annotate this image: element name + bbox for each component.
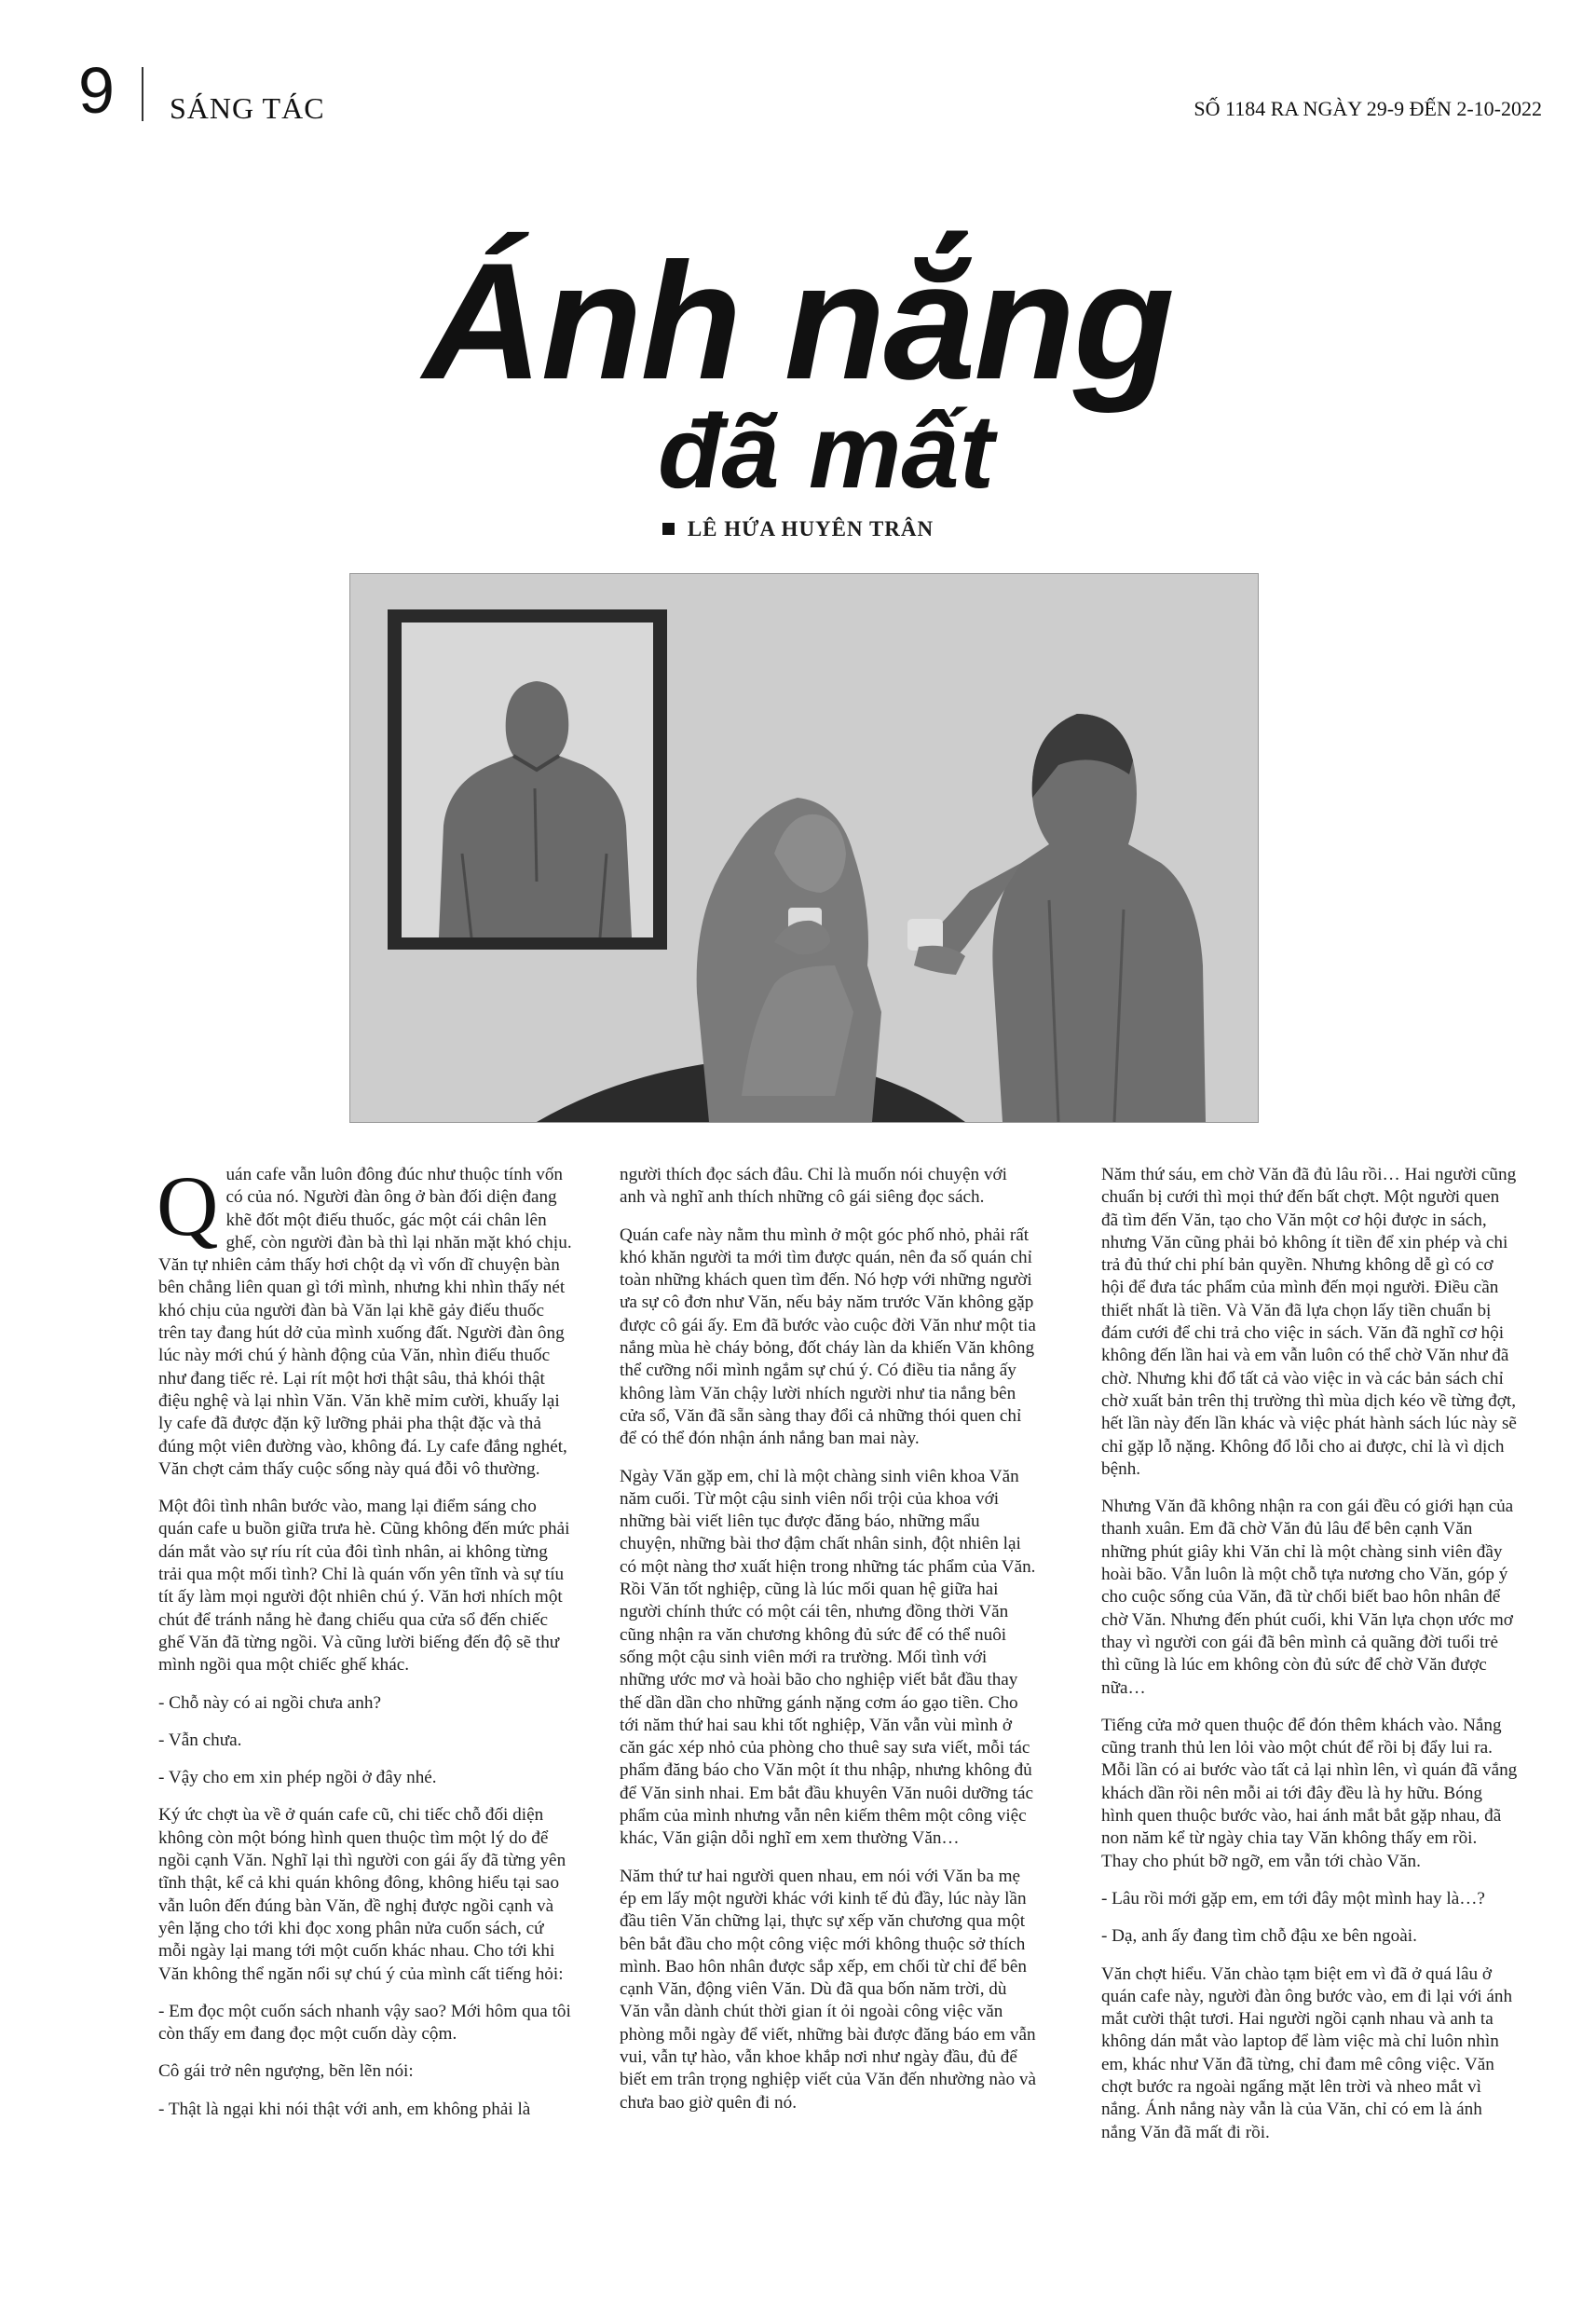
paragraph: Ngày Văn gặp em, chỉ là một chàng sinh viên khoa Văn năm cuối. Từ một cậu sinh viên nổi trội của khoa với những bài viết liên tục được đăng báo, những mẩu chuyện, những bài thơ đậm chất nhân sinh, đột nhiên lại có một nàng thơ xuất hiện trong những tác phẩm của Văn. Rồi Văn tốt nghiệp, cũng là lúc mối quan hệ giữa hai người chính thức có một cái tên, nhưng đồng thời Văn cũng nhận ra văn chương không đủ sức để có thể nuôi sống một cậu sinh viên mới ra trường. Mối tình với những ước mơ và hoài bão cho nghiệp viết bắt đầu thay thế dần dần cho những gánh nặng cơm áo gạo tiền. Cho tới năm thứ hai sau khi tốt nghiệp, Văn vẫn vùi mình ở căn gác xép nhỏ của phòng cho thuê say sưa viết, mỗi tác phẩm đăng báo cho Văn một ít thu nhập, nhưng không đủ để Văn sinh nhai. Em bắt đầu khuyên Văn nuôi dưỡng tác phẩm của mình nhưng vẫn nên kiếm thêm một công việc khác, Văn giận dỗi nghĩ em xem thường Văn… <box>620 1466 1036 1849</box>
dialogue-line: - Dạ, anh ấy đang tìm chỗ đậu xe bên ngoài. <box>1101 1926 1417 1947</box>
dialogue-line: - Vậy cho em xin phép ngồi ở đây nhé. <box>158 1768 437 1788</box>
page-header <box>0 0 1596 149</box>
header-divider <box>142 67 143 121</box>
title-line-1: Ánh nắng <box>423 228 1173 414</box>
paragraph: Nhưng Văn đã không nhận ra con gái đều có giới hạn của thanh xuân. Em đã chờ Văn đủ lâu để bên cạnh Văn những phút giây khi Văn chỉ là một chàng sinh viên đầy hoài bão. Vẫn luôn là một chỗ tựa nương cho Văn, góp ý cho cuộc sống của Văn, đã từ chối biết bao hôn nhân để chờ Văn. Nhưng đến phút cuối, khi Văn lựa chọn ước mơ thay vì người con gái đã bên mình cả quãng đời tuổi trẻ thì cũng là lúc em không còn đủ sức để chờ Văn được nữa… <box>1101 1497 1514 1698</box>
paragraph: Năm thứ sáu, em chờ Văn đã đủ lâu rồi… Hai người cũng chuẩn bị cưới thì mọi thứ đến bất chợt. Một người quen đã tìm đến Văn, tạo cho Văn một cơ hội được in sách, nhưng Văn cũng phải bỏ không ít tiền để xin phép và chi trả đủ thứ chi phí bản quyền. Nhưng không dễ gì có cơ hội để đưa tác phẩm của mình đến mọi người. Điều cần thiết nhất là tiền. Và Văn đã lựa chọn lấy tiền chuẩn bị đám cưới để chi trả cho việc in sách. Văn đã nghĩ cơ hội không đến lần hai và em vẫn luôn có thể chờ Văn như đã chờ. Nhưng khi đổ tất cả vào việc in và các bản sách chỉ chờ xuất bản trên thị trường thì mùa dịch kéo về từng đợt, hết lần này đến lần khác và việc phát hành sách lúc này sẽ chỉ gặp lỗ nặng. Không đổ lỗi cho ai được, chỉ là vì dịch bệnh. <box>1101 1165 1517 1479</box>
dialogue-line: - Lâu rồi mới gặp em, em tới đây một mình hay là…? <box>1101 1888 1485 1908</box>
title-line-2: đã mất <box>658 393 994 510</box>
dialogue-line: - Thật là ngại khi nói thật với anh, em không phải là <box>158 2099 531 2119</box>
paragraph: Văn chợt hiểu. Văn chào tạm biệt em vì đã ở quá lâu ở quán cafe này, người đàn ông bước vào, em đi lại với ánh mắt cười thật tươi. Hai người ngồi cạnh nhau và anh ta không dán mắt vào laptop để làm việc mà chỉ luôn nhìn em, khác như Văn đã từng, chỉ đam mê công việc. Văn chợt bước ra ngoài ngẩng mặt lên trời và nheo mắt vì nắng. Ánh nắng này vẫn là của Văn, chỉ có em là ánh nắng Văn đã mất đi rồi. <box>1101 1963 1513 2142</box>
column-3 <box>1101 1164 1518 2159</box>
paragraph: Năm thứ tư hai người quen nhau, em nói với Văn ba mẹ ép em lấy một người khác với kinh tế đủ đầy, lúc này lần đầu tiên Văn chững lại, thực sự xếp văn chương qua một bên bắt đầu cho một công việc mới không thuộc sở thích mình. Bao hôn nhân được sắp xếp, em chối từ chỉ để bên cạnh Văn, động viên Văn. Dù đã qua bốn năm trời, dù Văn vẫn dành chút thời gian ít ỏi ngoài công việc văn phòng mỗi ngày để viết, những bài được đăng báo em vẫn vui, vẫn tự hào, vẫn khoe khắp nơi như ngày đầu, đủ để biết em trân trọng nghiệp viết của Văn đến nhường nào và chưa bao giờ quên đi nó. <box>620 1866 1036 2113</box>
page-number: 9 <box>78 54 115 127</box>
dialogue-line: - Vẫn chưa. <box>158 1730 242 1750</box>
drop-cap: Q <box>157 1158 219 1253</box>
paragraph: Quán cafe vẫn luôn đông đúc như thuộc tính vốn có của nó. Người đàn ông ở bàn đối diện đang khẽ đốt một điếu thuốc, gác một cái chân lên ghế, còn người đàn bà thì lại nhăn mặt khó chịu. Văn tự nhiên cảm thấy hơi chột dạ vì vốn dĩ chuyện bàn bên chẳng liên quan gì tới mình, nhưng khi nhìn thấy nét khó chịu của người đàn bà Văn lại khẽ gảy điếu thuốc trên tay đang hút dở của mình xuống đất. Người đàn ông lúc này mới chú ý hành động của Văn, nhìn điếu thuốc như đang tiếc rẻ. Lại rít một hơi thật sâu, thả khói thật điệu nghệ và lại nhìn Văn. Văn khẽ mỉm cười, khuấy lại ly cafe đã được đặn kỹ lưỡng phải pha thật đặc và thả đúng một viên đường vào, không đá. Ly cafe đắng nghét, Văn chợt cảm thấy cuộc sống này quá đỗi vô thường. <box>157 1158 572 1479</box>
paragraph: Cô gái trở nên ngượng, bẽn lẽn nói: <box>158 2061 414 2082</box>
dialogue-line: - Chỗ này có ai ngồi chưa anh? <box>158 1692 381 1713</box>
mirror-frame <box>388 609 667 950</box>
column-2 <box>620 1164 1036 2129</box>
paragraph: Ký ức chợt ùa về ở quán cafe cũ, chi tiếc chỗ đối diện không còn một bóng hình quen thuộc tìm một lý do để ngồi cạnh Văn. Nghĩ lại thì người con gái ấy đã từng yên tĩnh thật, kể cả khi quán không đông, không hiểu tại sao vẫn luôn đến đúng bàn Văn, đề nghị được ngồi cạnh và yên lặng cho tới khi đọc xong phân nửa cuốn sách, cứ mỗi ngày lại mang tới một cuốn khác nhau. Cho tới khi Văn không thể ngăn nổi sự chú ý của mình cất tiếng hỏi: <box>158 1805 566 1984</box>
article-illustration <box>349 573 1259 1123</box>
article-title <box>0 228 1596 510</box>
column-1 <box>157 1158 575 2136</box>
author-name: LÊ HỨA HUYÊN TRÂN <box>687 517 934 540</box>
byline <box>0 517 1596 541</box>
section-name: SÁNG TÁC <box>170 91 325 125</box>
paragraph: Một đôi tình nhân bước vào, mang lại điểm sáng cho quán cafe u buồn giữa trưa hè. Cũng không đến mức phải dán mắt vào sự ríu rít của đôi tình nhân, ai không từng trải qua một mối tình? Chỉ là quán vốn yên tĩnh và sự tíu tít ấy làm mọi người đột nhiên chú ý. Văn hơi nhích một chút để tránh nắng hè đang chiếu qua cửa sổ đến chiếc ghế Văn đã từng ngồi. Và cũng lười biếng đến độ sẽ thư mình ngồi qua một chiếc ghế khác. <box>158 1497 570 1676</box>
paragraph: Tiếng cửa mở quen thuộc để đón thêm khách vào. Nắng cũng tranh thủ len lỏi vào một chút để rồi bị đẩy lui ra. Mỗi lần có ai bước vào tất cả lại nhìn lên, vì quán đã vắng khách dần rồi nên mỗi ai tới đây đều là hy hữu. Bóng hình quen thuộc bước vào, hai ánh mắt bắt gặp nhau, đã non năm kể từ ngày chia tay Văn không thấy em rồi. Thay cho phút bỡ ngỡ, em vẫn tới chào Văn. <box>1101 1715 1518 1871</box>
dialogue-line: - Em đọc một cuốn sách nhanh vậy sao? Mới hôm qua tôi còn thấy em đang đọc một cuốn dày cộm. <box>158 2001 571 2045</box>
issue-info: SỐ 1184 RA NGÀY 29-9 ĐẾN 2-10-2022 <box>1194 97 1542 120</box>
byline-bullet-icon <box>662 523 675 535</box>
paragraph: Quán cafe này nằm thu mình ở một góc phố nhỏ, phải rất khó khăn người ta mới tìm được quán, nên đa số quán chỉ toàn những khách quen tìm đến. Nó hợp với những người ưa sự cô đơn như Văn, nếu bảy năm trước Văn không gặp được cô gái ấy. Em đã bước vào cuộc đời Văn như một tia nắng mùa hè cháy bỏng, đốt cháy làn da khiến Văn không thể cưỡng nổi mình ngắm sự chú ý. Có điều tia nắng ấy không làm Văn chậy lười nhích người như tia nắng bên cửa sổ, Văn đã sẵn sàng thay đổi cả những thói quen chỉ để có thể đón nhận ánh nắng ban mai này. <box>620 1224 1036 1449</box>
paragraph: người thích đọc sách đâu. Chỉ là muốn nói chuyện với anh và nghĩ anh thích những cô gái siêng đọc sách. <box>620 1165 1007 1208</box>
